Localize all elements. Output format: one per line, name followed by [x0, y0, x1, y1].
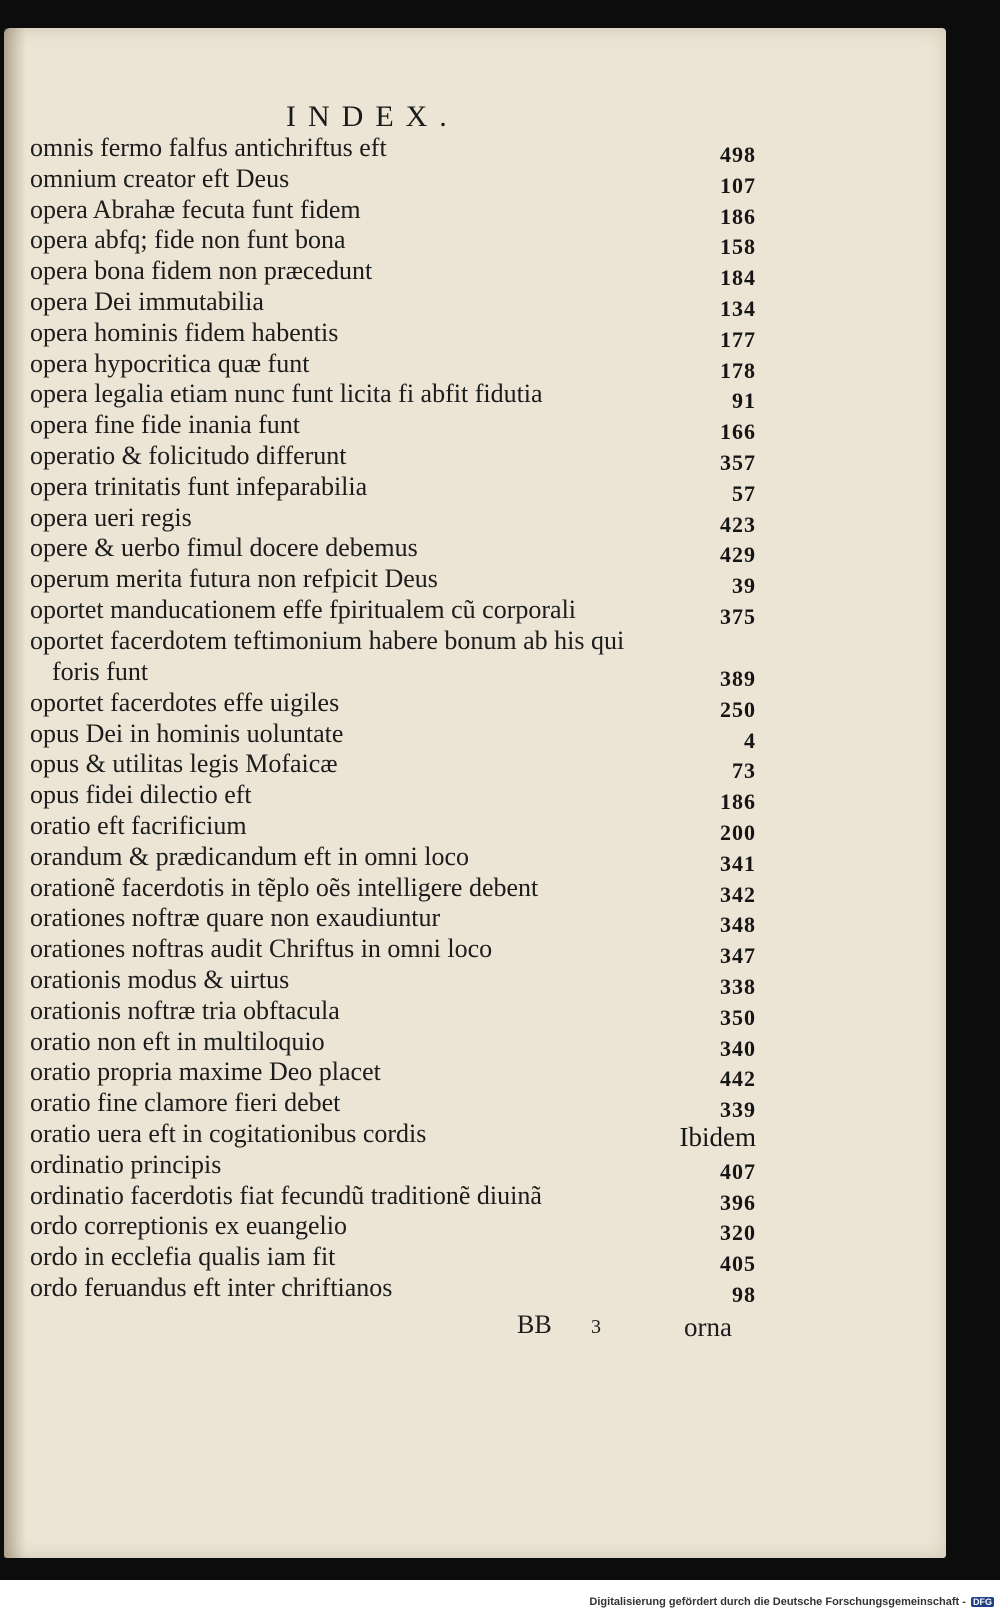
entry-page-reference: 39	[732, 573, 756, 599]
entry-page-reference: 429	[720, 542, 756, 568]
index-entry	[20, 1088, 756, 1123]
entry-term: ordinatio facerdotis fiat fecundũ traditionẽ diuinã	[30, 1180, 542, 1210]
index-entry	[20, 564, 756, 599]
entry-page-reference: 177	[720, 326, 756, 352]
entry-term: opus Dei in hominis uoluntate	[30, 718, 344, 748]
index-entry	[20, 194, 756, 229]
entry-term: opera bona fidem non præcedunt	[30, 256, 373, 286]
index-entry	[20, 841, 756, 876]
index-entry	[20, 1057, 756, 1092]
entry-page-reference: 350	[720, 1004, 756, 1030]
entry-page-reference: 166	[720, 419, 756, 445]
entry-page-reference: 57	[732, 480, 756, 506]
signature-mark: BB	[517, 1310, 552, 1339]
index-entry	[20, 810, 756, 845]
entry-term: opera hypocritica quæ funt	[30, 348, 310, 378]
index-entry	[20, 1242, 756, 1277]
leaf-number: 3	[591, 1316, 601, 1338]
entry-term: operum merita futura non refpicit Deus	[30, 564, 438, 594]
digitization-credit	[589, 1596, 994, 1608]
index-entry	[20, 348, 756, 383]
entry-term: orationẽ facerdotis in tẽplo oẽs intelligere debent	[30, 872, 539, 902]
entry-page-reference: 342	[720, 881, 756, 907]
entry-page-reference: 186	[720, 789, 756, 815]
entry-page-reference: 320	[720, 1220, 756, 1246]
entry-term: oratio propria maxime Deo placet	[30, 1057, 381, 1087]
index-entry	[20, 440, 756, 475]
entry-page-reference: 73	[732, 758, 756, 784]
entry-page-reference: 347	[720, 943, 756, 969]
entry-page-reference: 423	[720, 511, 756, 537]
entry-term: opera Dei immutabilia	[30, 286, 264, 316]
entry-page-reference: 498	[720, 142, 756, 167]
index-entry	[20, 1119, 756, 1150]
index-entry	[20, 1149, 756, 1184]
entry-page-reference: 389	[720, 665, 756, 691]
entry-page-reference: 250	[720, 696, 756, 722]
entry-page-reference: 339	[720, 1097, 756, 1123]
entry-term: oratio non eft in multiloquio	[30, 1026, 325, 1056]
index-entry	[20, 964, 756, 999]
entry-page-reference: 442	[720, 1066, 756, 1092]
entry-page-reference: 158	[720, 234, 756, 260]
entry-term: opus & utilitas legis Mofaicæ	[30, 749, 338, 779]
entry-page-reference: 375	[720, 603, 756, 629]
index-entry	[20, 718, 756, 753]
entry-page-reference: 341	[720, 850, 756, 876]
entry-term: ordo in ecclefia qualis iam fit	[30, 1242, 336, 1272]
dfg-logo: DFG	[973, 1597, 992, 1607]
index-entry	[20, 410, 756, 445]
index-entry	[20, 1272, 756, 1307]
entry-page-reference: 178	[720, 357, 756, 383]
index-entry	[20, 1211, 756, 1246]
catchword: orna	[684, 1312, 732, 1342]
entry-term: opus fidei dilectio eft	[30, 780, 252, 810]
entry-term: opera ueri regis	[30, 502, 192, 532]
index-entry	[20, 780, 756, 815]
index-entry	[20, 687, 756, 722]
index-entry	[20, 256, 756, 291]
index-entry	[20, 533, 756, 568]
index-entry	[20, 1026, 756, 1061]
entry-page-reference: 186	[720, 203, 756, 229]
index-entry	[20, 995, 756, 1030]
entry-term: opere & uerbo fimul docere debemus	[30, 533, 418, 563]
entry-term: oportet facerdotem teftimonium habere bonum ab his qui	[30, 625, 625, 655]
entry-term: ordo feruandus eft inter chriftianos	[30, 1272, 393, 1302]
entry-term: oportet manducationem effe fpiritualem cũ corporali	[30, 594, 577, 624]
entry-page-reference: 340	[720, 1035, 756, 1061]
entry-term: orationes noftras audit Chriftus in omni loco	[30, 934, 493, 964]
entry-term: opera fine fide inania funt	[30, 410, 300, 440]
running-head: INDEX.	[286, 100, 459, 133]
entry-page-reference: 407	[720, 1158, 756, 1184]
entry-page-reference: 134	[720, 295, 756, 321]
index-entry	[20, 286, 756, 321]
entry-page-reference: 4	[744, 727, 756, 753]
entry-page-reference: 91	[732, 388, 756, 414]
entry-page-reference: 338	[720, 973, 756, 999]
entry-page-reference: 348	[720, 912, 756, 938]
entry-term: omnis fermo falfus antichriftus eft	[30, 133, 387, 162]
entry-term: opera Abrahæ fecuta funt fidem	[30, 194, 361, 224]
entry-term: oportet facerdotes effe uigiles	[30, 687, 340, 717]
entry-term: omnium creator eft Deus	[30, 163, 290, 193]
entry-term: orandum & prædicandum eft in omni loco	[30, 841, 470, 871]
entry-term: opera hominis fidem habentis	[30, 317, 339, 347]
entry-term-continuation: foris funt	[52, 656, 149, 686]
entry-term: orationis noftræ tria obftacula	[30, 995, 340, 1025]
credit-text: Digitalisierung gefördert durch die Deutsche Forschungsgemeinschaft -	[589, 1596, 966, 1608]
entry-term: ordinatio principis	[30, 1149, 222, 1179]
entry-term: ordo correptionis ex euangelio	[30, 1211, 347, 1241]
index-entry	[20, 379, 756, 414]
entry-page-reference: 405	[720, 1251, 756, 1277]
index-entry	[20, 749, 756, 784]
entry-term: opera trinitatis funt infeparabilia	[30, 471, 368, 501]
index-entry	[20, 934, 756, 969]
index-entry	[20, 133, 756, 167]
index-entry	[20, 502, 756, 537]
entry-term: oratio eft facrificium	[30, 810, 247, 840]
index-entry	[20, 317, 756, 352]
entry-page-reference: 357	[720, 449, 756, 475]
index-entry	[20, 471, 756, 506]
index-entry	[20, 1180, 756, 1215]
entry-page-reference: 107	[720, 172, 756, 198]
entry-term: orationis modus & uirtus	[30, 964, 290, 994]
entry-term: oratio uera eft in cogitationibus cordis	[30, 1118, 427, 1148]
index-entries	[20, 133, 756, 1307]
entry-term: opera abfq; fide non funt bona	[30, 225, 346, 255]
entry-term: opera legalia etiam nunc funt licita fi abfit fidutia	[30, 379, 543, 409]
entry-page-reference: 200	[720, 819, 756, 845]
entry-page-reference: Ibidem	[679, 1121, 756, 1152]
entry-page-reference: 396	[720, 1189, 756, 1215]
index-entry	[20, 225, 756, 260]
entry-page-reference: 184	[720, 265, 756, 291]
index-entry	[20, 625, 756, 691]
entry-page-reference: 98	[732, 1281, 756, 1307]
entry-term: operatio & folicitudo differunt	[30, 440, 347, 470]
entry-term: orationes noftræ quare non exaudiuntur	[30, 903, 441, 933]
index-entry	[20, 872, 756, 907]
index-entry	[20, 903, 756, 938]
index-entry	[20, 594, 756, 629]
index-entry	[20, 163, 756, 198]
entry-term: oratio fine clamore fieri debet	[30, 1088, 341, 1118]
